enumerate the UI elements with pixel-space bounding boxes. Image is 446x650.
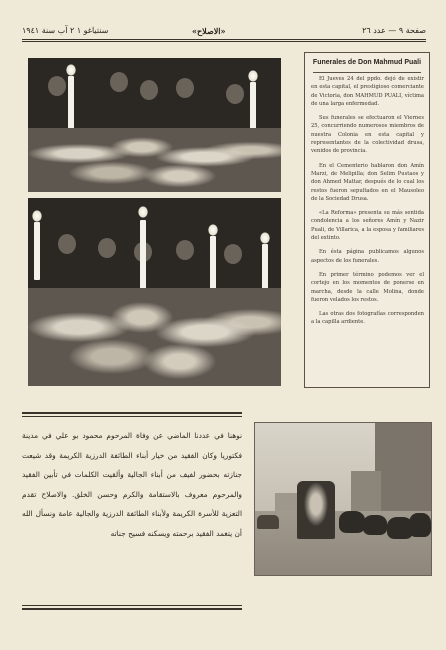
arabic-notice [22, 412, 242, 610]
article-paragraph: En el Cementerio hablaron don Amín Marzi, de Melipilla; don Selim Pustaos y don Ahmed Mattar, después de lo cual los restos fueron sepultados en el Mausoleo de la Sociedad Drusa. [311, 162, 424, 202]
notice-bottom-rule [22, 608, 242, 610]
mourner [48, 76, 66, 96]
notice-top-rule-thin [22, 416, 242, 417]
mourner [98, 238, 116, 258]
horse [339, 511, 365, 533]
article-box [304, 52, 430, 388]
mourner [176, 78, 194, 98]
article-paragraph: Las otras dos fotografías corresponden a la capilla ardiente. [311, 311, 424, 326]
candle-flame [66, 64, 76, 76]
candle-flame [138, 206, 148, 218]
article-title: Funerales de Don Mahmud Puali [312, 59, 422, 66]
building [375, 423, 431, 519]
mourner [226, 84, 244, 104]
arabic-notice-text: نوهنا في عددنا الماضي عن وفاة المرحوم محمود بو علي في مدينة فكتوريا وكان الفقيد من خيار أبناء الطائفة الدرزية الكريمة وقد شيعت جنازته بحضور لفيف من أبناء الجالية وألقيت الكلمات في تأبين الفقيد والمرحوم معروف بالاستقامة والكرم وحسن الخلق. والاصلاح تقدم التعزية للأسرة الكريمة ولأبناء الطائفة الدرزية والجالية عامة ونسأل الله أن يتغمد الفقيد برحمته ويسكنه فسيح جناته [22, 431, 242, 538]
notice-bottom-rule-thin [22, 605, 242, 606]
street-photo [254, 422, 432, 576]
mourner [224, 244, 242, 264]
car [257, 515, 279, 529]
candle-flame [248, 70, 258, 82]
candle-flame [208, 224, 218, 236]
flower-arrangements [28, 128, 281, 192]
article-paragraph: Sus funerales se efectuaron el Viernes 25, concurriendo numerosos miembros de nuestra Colonia en esta capital y representantes de la colectividad drusa, venidos de provincia. [311, 115, 424, 155]
issue-date: سنتياغو ١ ٢ آب سنة ١٩٤١ [22, 26, 109, 35]
horse [363, 515, 387, 535]
header-rule-thin [22, 41, 426, 42]
page-number: صفحة ٩ — عدد ٢٦ [362, 26, 426, 35]
header-rule [22, 39, 426, 40]
page-header [22, 26, 426, 38]
candle-flame [260, 232, 270, 244]
article-paragraph: En ésta página publicamos algunos aspectos de los funerales. [311, 249, 424, 264]
mourner [176, 240, 194, 260]
flower-arrangements [28, 288, 281, 386]
hearse [297, 481, 335, 539]
candle-flame [32, 210, 42, 222]
mourner [110, 72, 128, 92]
mourner [58, 234, 76, 254]
article-paragraph: En primer término podemos ver el cortejo en los momentos de ponerse en marcha, desde la calle Molina, donde fueron velados los restos. [311, 271, 424, 303]
top-left-photo [28, 58, 281, 192]
horse [409, 513, 431, 537]
article-paragraph: «La Reforma» presenta su más sentida condolencia a los señores Amín y Nazir Puali, de Villarica, a la esposa y familiares del extinto. [311, 210, 424, 242]
magazine-name: «الاصلاح» [192, 26, 226, 36]
article-paragraph: El Jueves 24 del ppdo. dejó de existir en esta capital, el prestigioso comerciante de Victoria, don MAHMUD PUALI, víctima de una larga enfermedad. [311, 76, 424, 107]
article-title-rule [313, 72, 421, 73]
mourner [140, 80, 158, 100]
article-body [311, 75, 424, 333]
candle [34, 222, 40, 280]
notice-top-rule [22, 412, 242, 414]
middle-left-photo [28, 198, 281, 386]
